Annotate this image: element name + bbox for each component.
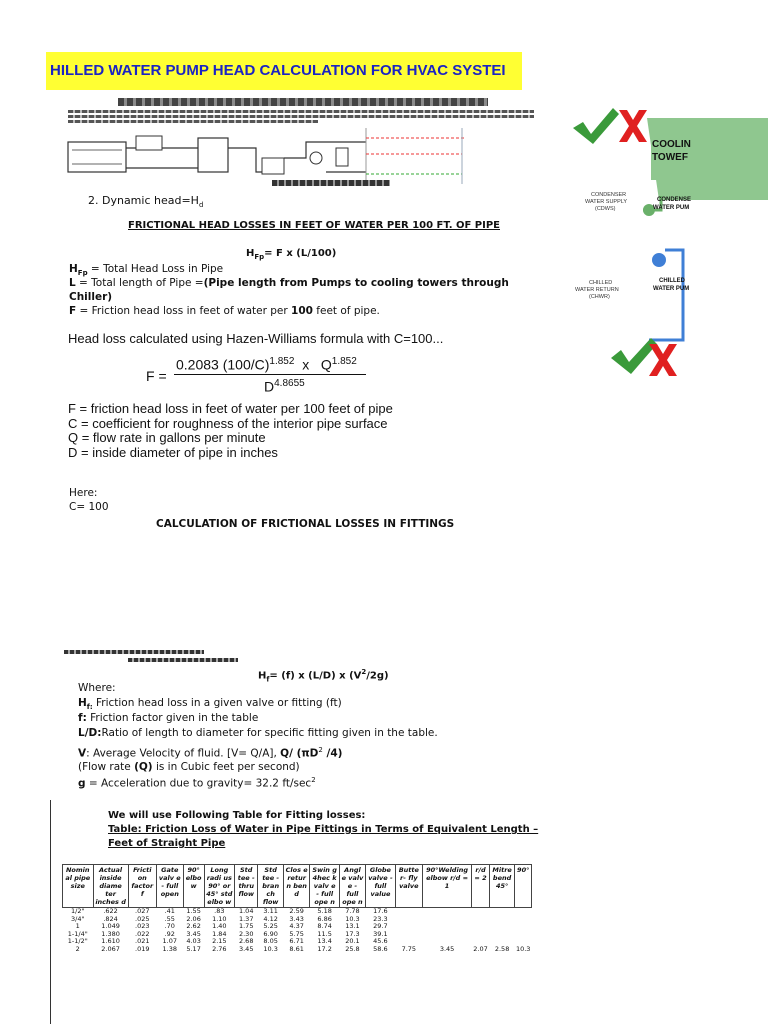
- table-cell: 8.05: [263, 937, 278, 945]
- diagram-subtext-blurred: [68, 110, 534, 113]
- where-f: f: Friction factor given in the table: [78, 712, 259, 724]
- formula-denominator: $D^{4.8655}$: [264, 378, 305, 395]
- table-cell: 3.45: [439, 944, 455, 953]
- table-cell: .70: [164, 922, 175, 930]
- table-header-cell: r/d = 2: [472, 865, 490, 908]
- table-cell: 10.3: [345, 914, 360, 923]
- def-c: C = coefficient for roughness of the interior pipe surface: [68, 415, 388, 431]
- def-d: D = inside diameter of pipe in inches: [68, 444, 278, 460]
- table-cell: 7.78: [345, 907, 360, 915]
- table-cell: 8.74: [317, 922, 332, 930]
- table-cell: 2.68: [238, 937, 254, 945]
- page-title: HILLED WATER PUMP HEAD CALCULATION FOR HVAC SYSTEI: [46, 52, 522, 90]
- table-cell: .021: [135, 937, 150, 945]
- table-cell: 1.55: [186, 907, 201, 915]
- table-cell: 13.1: [345, 922, 360, 930]
- table-cell: 1.04: [238, 907, 254, 915]
- table-cell: 23.3: [373, 914, 388, 923]
- table-cell: 13.4: [317, 937, 332, 945]
- table-cell: 3/4": [71, 914, 85, 923]
- table-cell: [422, 908, 471, 916]
- where-hf: $H_{f:}$ Friction head loss in a given valve or fitting (ft): [78, 697, 342, 712]
- table-cell: [515, 916, 532, 924]
- table-header-cell: Std tee - thru flow: [235, 865, 258, 908]
- frictional-heading: FRICTIONAL HEAD LOSSES IN FEET OF WATER PER 100 FT. OF PIPE: [128, 220, 500, 231]
- table-cell: 1: [75, 922, 80, 930]
- table-cell: 7.75: [401, 944, 417, 953]
- table-cell: 1.049: [101, 922, 120, 930]
- table-cell: [489, 916, 515, 924]
- table-cell: [395, 908, 422, 916]
- variable-definitions: [68, 402, 393, 460]
- table-cell: .022: [135, 929, 150, 938]
- table-cell: 1.07: [162, 937, 178, 945]
- page-margin-rule: [50, 800, 51, 1024]
- condenser-pump-label: CONDENSE WATER PUM: [653, 197, 692, 211]
- table-cell: 2.06: [186, 914, 201, 923]
- table-cell: 8.61: [289, 944, 304, 953]
- table-cell: 2.62: [186, 922, 201, 930]
- table-cell: 2.30: [238, 929, 254, 938]
- table-cell: 5.25: [263, 922, 278, 930]
- table-title-line-2: Feet of Straight Pipe: [108, 838, 226, 849]
- table-cell: [472, 908, 490, 916]
- diagram-subtext-blurred: [68, 120, 318, 123]
- table-cell: 6.71: [289, 937, 304, 945]
- table-cell: 2.15: [212, 937, 227, 945]
- table-cell: 29.7: [373, 922, 388, 930]
- table-cell: 4.37: [289, 922, 304, 930]
- table-cell: 3.45: [186, 929, 201, 938]
- table-cell: 17.2: [317, 944, 332, 953]
- formula-lhs: F =: [146, 368, 167, 384]
- table-header-cell: Long radi us 90° or 45° std elbo w: [204, 865, 235, 908]
- table-header-cell: 90° elbo w: [183, 865, 204, 908]
- table-cell: 6.90: [263, 929, 278, 938]
- table-header-cell: Clos e retur n ben d: [283, 865, 309, 908]
- c-value: C= 100: [69, 501, 109, 513]
- table-cell: [422, 931, 471, 939]
- where-ld: L/D:Ratio of length to diameter for specific fitting given in the table.: [78, 727, 438, 739]
- hfp-formula: $H_{Fp}= F$ x (L/100): [246, 248, 337, 261]
- here-label: Here:: [69, 487, 98, 499]
- table-title-line-1: Table: Friction Loss of Water in Pipe Fittings in Terms of Equivalent Length –: [108, 824, 539, 835]
- table-cell: 5.17: [186, 944, 201, 953]
- table-cell: 17.6: [373, 907, 388, 915]
- table-cell: [422, 923, 471, 931]
- table-cell: 39.1: [373, 929, 388, 938]
- table-cell: 1.84: [212, 929, 227, 938]
- table-header-cell: Actual inside diame ter inches d: [93, 865, 128, 908]
- table-cell: 1-1/2": [67, 937, 88, 945]
- table-cell: 2.76: [212, 944, 227, 953]
- table-cell: 1.10: [212, 914, 227, 923]
- table-cell: 3.43: [289, 914, 304, 923]
- def-q: Q = flow rate in gallons per minute: [68, 430, 266, 445]
- static-head-label-blurred: [272, 180, 390, 186]
- table-cell: 58.6: [373, 944, 388, 953]
- darcy-caption-blurred: [64, 650, 204, 654]
- table-cell: 1-1/4": [67, 929, 88, 938]
- table-cell: 6.86: [317, 914, 332, 923]
- table-cell: .025: [135, 914, 150, 923]
- table-cell: [489, 931, 515, 939]
- table-header-cell: Globe valve - full value: [366, 865, 396, 908]
- condenser-supply-label: CONDENSER WATER SUPPLY (CDWS): [585, 192, 628, 212]
- table-cell: .83: [214, 907, 225, 915]
- table-cell: .824: [103, 914, 118, 923]
- table-header-cell: Angl e valv e - full ope n: [339, 865, 365, 908]
- table-cell: [489, 923, 515, 931]
- chilled-pump-icon: [652, 253, 666, 267]
- table-cell: 1.610: [101, 937, 120, 945]
- diagram-heading-blurred: [118, 98, 488, 106]
- table-cell: .622: [103, 907, 118, 915]
- table-cell: [395, 923, 422, 931]
- darcy-caption-blurred: [128, 658, 238, 662]
- l-definition-cont: Chiller): [69, 291, 113, 303]
- table-cell: 20.1: [345, 937, 360, 945]
- table-cell: 1.380: [101, 929, 120, 938]
- section-2-label: 2. Dynamic $head=H_d$: [88, 194, 204, 210]
- cooling-tower-label-1: COOLIN: [652, 139, 691, 150]
- table-cell: .92: [164, 929, 175, 938]
- table-cell: .41: [164, 907, 175, 915]
- hazen-williams-line: Head loss calculated using Hazen-Williams formula with C=100...: [68, 331, 444, 346]
- table-cell: 1.40: [212, 922, 227, 930]
- table-intro: We will use Following Table for Fitting losses:: [108, 810, 366, 821]
- table-cell: 3.45: [238, 944, 254, 953]
- cooling-tower-label-2: TOWEF: [652, 152, 688, 163]
- where-v: V: Average Velocity of fluid. [V= Q/A], Q/ ($\pi D^2$ /4): [78, 746, 343, 760]
- table-header-cell: 90°Welding elbow r/d = 1: [422, 865, 471, 908]
- table-cell: [422, 916, 471, 924]
- table-cell: 2.07: [473, 944, 488, 953]
- diagram-subtext-blurred: [68, 115, 534, 118]
- checkmark-icon: [573, 108, 619, 144]
- table-cell: 45.6: [373, 937, 388, 945]
- table-cell: 25.8: [345, 944, 360, 953]
- table-header-cell: 90°: [515, 865, 532, 908]
- table-row: [63, 946, 532, 954]
- table-cell: [472, 923, 490, 931]
- table-cell: 5.18: [317, 907, 332, 915]
- fittings-heading: CALCULATION OF FRICTIONAL LOSSES IN FITTINGS: [156, 518, 455, 530]
- where-label: Where:: [78, 682, 116, 694]
- cross-icon: [619, 110, 647, 142]
- table-cell: [395, 931, 422, 939]
- where-flow: (Flow rate (Q) is in Cubic feet per second): [78, 761, 300, 773]
- table-cell: 2.59: [289, 907, 304, 915]
- table-cell: [489, 908, 515, 916]
- def-f: F = friction head loss in feet of water per 100 feet of pipe: [68, 401, 393, 416]
- table-header-cell: Gate valv e - full open: [156, 865, 183, 908]
- table-cell: 1.37: [238, 914, 254, 923]
- table-cell: [395, 916, 422, 924]
- table-header-cell: Mitre bend 45°: [489, 865, 515, 908]
- table-cell: 4.03: [186, 937, 201, 945]
- table-cell: 4.12: [263, 914, 278, 923]
- cross-icon: [649, 344, 677, 376]
- table-header-cell: Fricti on factor f: [128, 865, 156, 908]
- table-cell: 3.11: [263, 907, 278, 915]
- chilled-return-label: CHILLED WATER RETURN (CHWR): [575, 280, 619, 300]
- table-cell: 10.3: [263, 944, 278, 953]
- f-definition: F = Friction head loss in feet of water per 100 feet of pipe.: [69, 305, 380, 317]
- table-cell: 2: [75, 944, 80, 953]
- chilled-pump-label: CHILLED WATER PUM: [653, 278, 690, 292]
- checkmark-icon: [611, 338, 657, 374]
- table-cell: [515, 923, 532, 931]
- table-cell: .55: [164, 914, 175, 923]
- table-cell: 1.75: [238, 922, 254, 930]
- table-cell: 10.3: [515, 944, 531, 953]
- table-header-row: [63, 865, 532, 908]
- table-cell: 2.58: [494, 944, 510, 953]
- hazen-williams-formula: [146, 352, 386, 404]
- pump-piping-diagram: [66, 128, 536, 184]
- table-cell: 5.75: [289, 929, 304, 938]
- where-g: g = Acceleration due to gravity= 32.2 $ft/\sec^2$: [78, 776, 316, 790]
- table-cell: [472, 916, 490, 924]
- table-header-cell: Std tee - bran ch flow: [258, 865, 284, 908]
- table-header-cell: Nomin al pipe size: [63, 865, 94, 908]
- table-cell: 2.067: [101, 944, 120, 953]
- hfp-definition: $H_{Fp}$ = Total Head Loss in Pipe: [69, 263, 224, 278]
- table-cell: 1/2": [71, 907, 85, 915]
- table-cell: [515, 931, 532, 939]
- fittings-table: [62, 864, 532, 953]
- table-cell: .023: [135, 922, 150, 930]
- table-header-cell: Swin g 4hec k valv e - full ope n: [310, 865, 340, 908]
- table-cell: 11.5: [317, 929, 332, 938]
- table-cell: 1.38: [162, 944, 178, 953]
- table-cell: [515, 908, 532, 916]
- l-definition: L = Total length of Pipe =(Pipe length from Pumps to cooling towers through: [69, 277, 509, 289]
- table-cell: .019: [135, 944, 150, 953]
- darcy-formula: $H_f= (f)$ x (L/D) x $(V^2/2g)$: [258, 668, 389, 684]
- table-cell: [472, 931, 490, 939]
- formula-numerator: 0.2083 $(100/C)^{1.852}$ x $Q^{1.852}$: [176, 356, 357, 373]
- hvac-side-diagram: [565, 100, 768, 400]
- table-cell: .027: [135, 907, 150, 915]
- table-header-cell: Butte r- fly valve: [395, 865, 422, 908]
- table-cell: 17.3: [345, 929, 360, 938]
